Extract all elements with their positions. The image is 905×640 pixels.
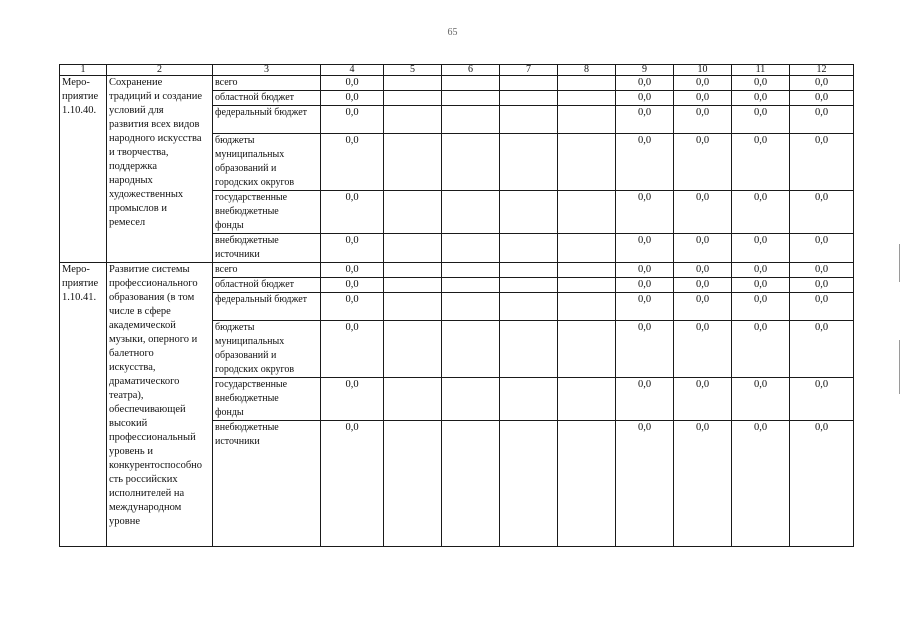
value-cell: 0,0 [674,263,732,278]
value-cell: 0,0 [790,378,854,421]
value-cell: 0,0 [321,293,384,321]
value-cell: 0,0 [674,278,732,293]
value-cell [384,91,442,106]
value-cell [558,106,616,134]
value-cell [558,293,616,321]
value-cell: 0,0 [732,421,790,547]
value-cell: 0,0 [616,191,674,234]
value-cell [558,91,616,106]
value-cell: 0,0 [790,106,854,134]
value-cell: 0,0 [616,321,674,378]
funding-source: федеральный бюджет [213,106,321,134]
value-cell: 0,0 [732,76,790,91]
value-cell [500,134,558,191]
value-cell: 0,0 [790,278,854,293]
value-cell: 0,0 [674,378,732,421]
value-cell [500,191,558,234]
measure-code: Меро- приятие 1.10.41. [60,263,107,547]
value-cell [558,278,616,293]
table-row [60,76,854,91]
value-cell [500,378,558,421]
value-cell [500,234,558,263]
value-cell [442,293,500,321]
value-cell: 0,0 [732,278,790,293]
funding-source: бюджеты муниципальных образований и городских округов [213,134,321,191]
measure-code: Меро- приятие 1.10.40. [60,76,107,263]
value-cell [558,421,616,547]
value-cell [384,421,442,547]
value-cell: 0,0 [321,91,384,106]
value-cell: 0,0 [732,106,790,134]
value-cell [558,134,616,191]
value-cell: 0,0 [616,263,674,278]
value-cell: 0,0 [790,76,854,91]
value-cell [384,134,442,191]
value-cell: 0,0 [616,134,674,191]
column-header: 2 [107,65,213,76]
value-cell: 0,0 [321,421,384,547]
value-cell: 0,0 [790,134,854,191]
funding-table [59,64,854,547]
value-cell [442,234,500,263]
column-number-row [60,65,854,76]
column-header: 6 [442,65,500,76]
value-cell: 0,0 [732,263,790,278]
value-cell: 0,0 [674,293,732,321]
value-cell [442,134,500,191]
column-header: 5 [384,65,442,76]
column-header: 8 [558,65,616,76]
value-cell [384,191,442,234]
column-header: 1 [60,65,107,76]
value-cell: 0,0 [790,91,854,106]
value-cell: 0,0 [790,263,854,278]
column-header: 3 [213,65,321,76]
value-cell: 0,0 [674,106,732,134]
value-cell [558,321,616,378]
value-cell [442,76,500,91]
value-cell: 0,0 [616,234,674,263]
value-cell [384,321,442,378]
table-body [60,76,854,547]
funding-source: областной бюджет [213,91,321,106]
value-cell [500,91,558,106]
measure-name: Сохранение традиций и создание условий для развития всех видов народного искусства и творчества, поддержка народных художественных промыслов и ремесел [107,76,213,263]
value-cell: 0,0 [321,191,384,234]
column-header: 9 [616,65,674,76]
column-header: 11 [732,65,790,76]
value-cell: 0,0 [790,293,854,321]
column-header: 10 [674,65,732,76]
value-cell: 0,0 [790,191,854,234]
measure-name: Развитие системы профессионального образования (в том числе в сфере академической музыки, оперного и балетного искусства, драматического театра), обеспечивающей высокий профессиональный уровень и конкурентоспособно сть российских исполнителей на международном уровне [107,263,213,547]
value-cell [442,378,500,421]
column-header: 7 [500,65,558,76]
value-cell [442,106,500,134]
table-row [60,263,854,278]
value-cell: 0,0 [616,278,674,293]
value-cell [558,234,616,263]
value-cell: 0,0 [321,321,384,378]
value-cell: 0,0 [674,134,732,191]
page-number: 65 [447,27,458,38]
value-cell [558,76,616,91]
value-cell: 0,0 [732,321,790,378]
value-cell: 0,0 [616,378,674,421]
value-cell: 0,0 [732,234,790,263]
value-cell [384,293,442,321]
value-cell: 0,0 [616,421,674,547]
value-cell [442,91,500,106]
value-cell [384,76,442,91]
scan-artifact-line [899,244,900,282]
value-cell [384,234,442,263]
value-cell: 0,0 [732,134,790,191]
value-cell [558,378,616,421]
value-cell: 0,0 [790,234,854,263]
funding-source: федеральный бюджет [213,293,321,321]
column-header: 12 [790,65,854,76]
value-cell [500,293,558,321]
value-cell: 0,0 [321,106,384,134]
value-cell: 0,0 [616,91,674,106]
funding-source: бюджеты муниципальных образований и городских округов [213,321,321,378]
column-header: 4 [321,65,384,76]
funding-source: всего [213,263,321,278]
value-cell [384,278,442,293]
value-cell [500,106,558,134]
funding-source: внебюджетные источники [213,234,321,263]
value-cell: 0,0 [321,234,384,263]
value-cell [442,321,500,378]
value-cell [384,106,442,134]
funding-source: областной бюджет [213,278,321,293]
value-cell [500,321,558,378]
value-cell: 0,0 [674,234,732,263]
value-cell: 0,0 [321,278,384,293]
value-cell: 0,0 [732,293,790,321]
value-cell: 0,0 [790,421,854,547]
value-cell: 0,0 [616,106,674,134]
funding-source: всего [213,76,321,91]
value-cell [442,191,500,234]
value-cell [442,421,500,547]
value-cell: 0,0 [616,293,674,321]
value-cell [500,421,558,547]
value-cell [558,263,616,278]
value-cell [558,191,616,234]
value-cell: 0,0 [732,191,790,234]
value-cell: 0,0 [674,91,732,106]
value-cell [384,378,442,421]
value-cell [442,263,500,278]
funding-source: внебюджетные источники [213,421,321,547]
value-cell: 0,0 [321,134,384,191]
value-cell [500,76,558,91]
value-cell [442,278,500,293]
value-cell: 0,0 [790,321,854,378]
value-cell: 0,0 [732,91,790,106]
value-cell: 0,0 [616,76,674,91]
value-cell: 0,0 [674,191,732,234]
value-cell: 0,0 [732,378,790,421]
value-cell: 0,0 [674,76,732,91]
value-cell [384,263,442,278]
funding-source: государственные внебюджетные фонды [213,191,321,234]
value-cell [500,278,558,293]
value-cell: 0,0 [321,76,384,91]
value-cell: 0,0 [321,263,384,278]
value-cell: 0,0 [321,378,384,421]
value-cell: 0,0 [674,321,732,378]
scan-artifact-line [899,340,900,394]
value-cell: 0,0 [674,421,732,547]
value-cell [500,263,558,278]
funding-source: государственные внебюджетные фонды [213,378,321,421]
